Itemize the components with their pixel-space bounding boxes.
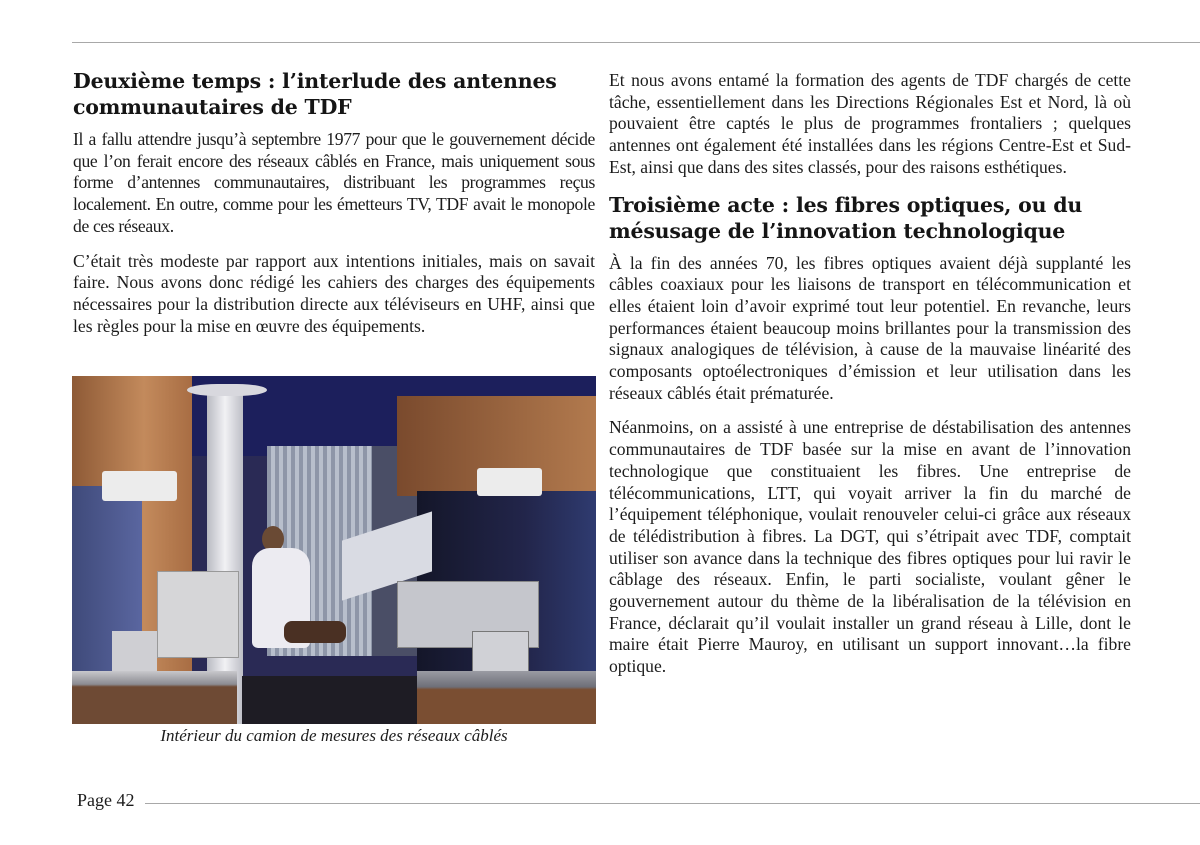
paragraph: Néanmoins, on a assisté à une entreprise de déstabilisation des antennes communautaires de TDF basée sur la mise en avant de l’innovation technologique que constituaient les fibres. Une entreprise de télécommunications, LTT, qui voyait arriver la fin du marché de l’équipement téléphonique, voulait renouveler celui-ci grâce aux réseaux de télédistribution à fibres. La DGT, qui s’étripait avec TDF, comptait utiliser son avance dans la technique des fibres optiques pour lui ravir le câblage des réseaux. Enfin, le parti socialiste, voulant gêner le gouvernement autour du thème de la libéralisation de la télévision en France, déclarait qu’il voulait installer un grand réseau à Lille, dont le maire était Pierre Mauroy, en utilisant un support innovant…la fibre optique. — [609, 417, 1131, 677]
photo-tape-recorder — [472, 631, 529, 673]
footer-rule — [145, 803, 1200, 804]
photo-lamp — [477, 468, 542, 496]
section-heading-troisieme-acte: Troisième acte : les fibres optiques, ou du mésusage de l’innovation technologique — [609, 192, 1083, 243]
photo-equipment-box — [112, 631, 157, 676]
header-rule — [72, 42, 1200, 43]
photo-oscilloscope — [157, 571, 239, 658]
right-column — [609, 68, 1131, 691]
left-column — [73, 68, 595, 350]
photo-lamp — [102, 471, 177, 501]
photo-right-counter — [417, 671, 596, 724]
paragraph: C’était très modeste par rapport aux intentions initiales, mais on savait faire. Nous avons donc rédigé les cahiers des charges des équipements nécessaires pour la distribution directe aux téléviseurs en UHF, ainsi que les règles pour la mise en œuvre des équipements. — [73, 250, 595, 336]
photo-floor — [242, 676, 417, 724]
photo-left-counter — [72, 671, 237, 724]
section-heading-deuxieme-temps: Deuxième temps : l’interlude des antennes communautaires de TDF — [73, 69, 557, 119]
photo-column-cap — [187, 384, 267, 396]
figure-caption: Intérieur du camion de mesures des réseaux câblés — [160, 726, 508, 745]
paragraph: Et nous avons entamé la formation des agents de TDF chargés de cette tâche, essentiellement dans les Directions Régionales Est et Nord, là où pouvaient être captés le plus de programmes frontaliers ; quelques antennes ont également été installées dans les régions Centre-Est et Sud-Est, ainsi que dans des sites classés, pour des raisons esthétiques. — [609, 70, 1131, 177]
figure-photo-measurement-truck-interior — [72, 376, 596, 724]
paragraph: Il a fallu attendre jusqu’à septembre 1977 pour que le gouvernement décide que l’on ferait encore des réseaux câblés en France, mais uniquement sous forme d’antennes communautaires, distribuant les programmes reçus localement. En outre, comme pour les émetteurs TV, TDF avait le monopole de ces réseaux. — [73, 129, 595, 236]
paragraph: À la fin des années 70, les fibres optiques avaient déjà supplanté les câbles coaxiaux pour les liaisons de transport en télécommunication et elles étaient loin d’avoir exprimé tout leur potentiel. En revanche, leurs performances étaient beaucoup moins brillantes pour la transmission des signaux analogiques de télévision, à cause de la mauvaise linéarité des composants optoélectroniques d’émission et leur utilisation dans les réseaux câblés était prématurée. — [609, 252, 1131, 403]
photo-technician-legs — [284, 621, 346, 643]
page-number: Page 42 — [77, 790, 135, 810]
